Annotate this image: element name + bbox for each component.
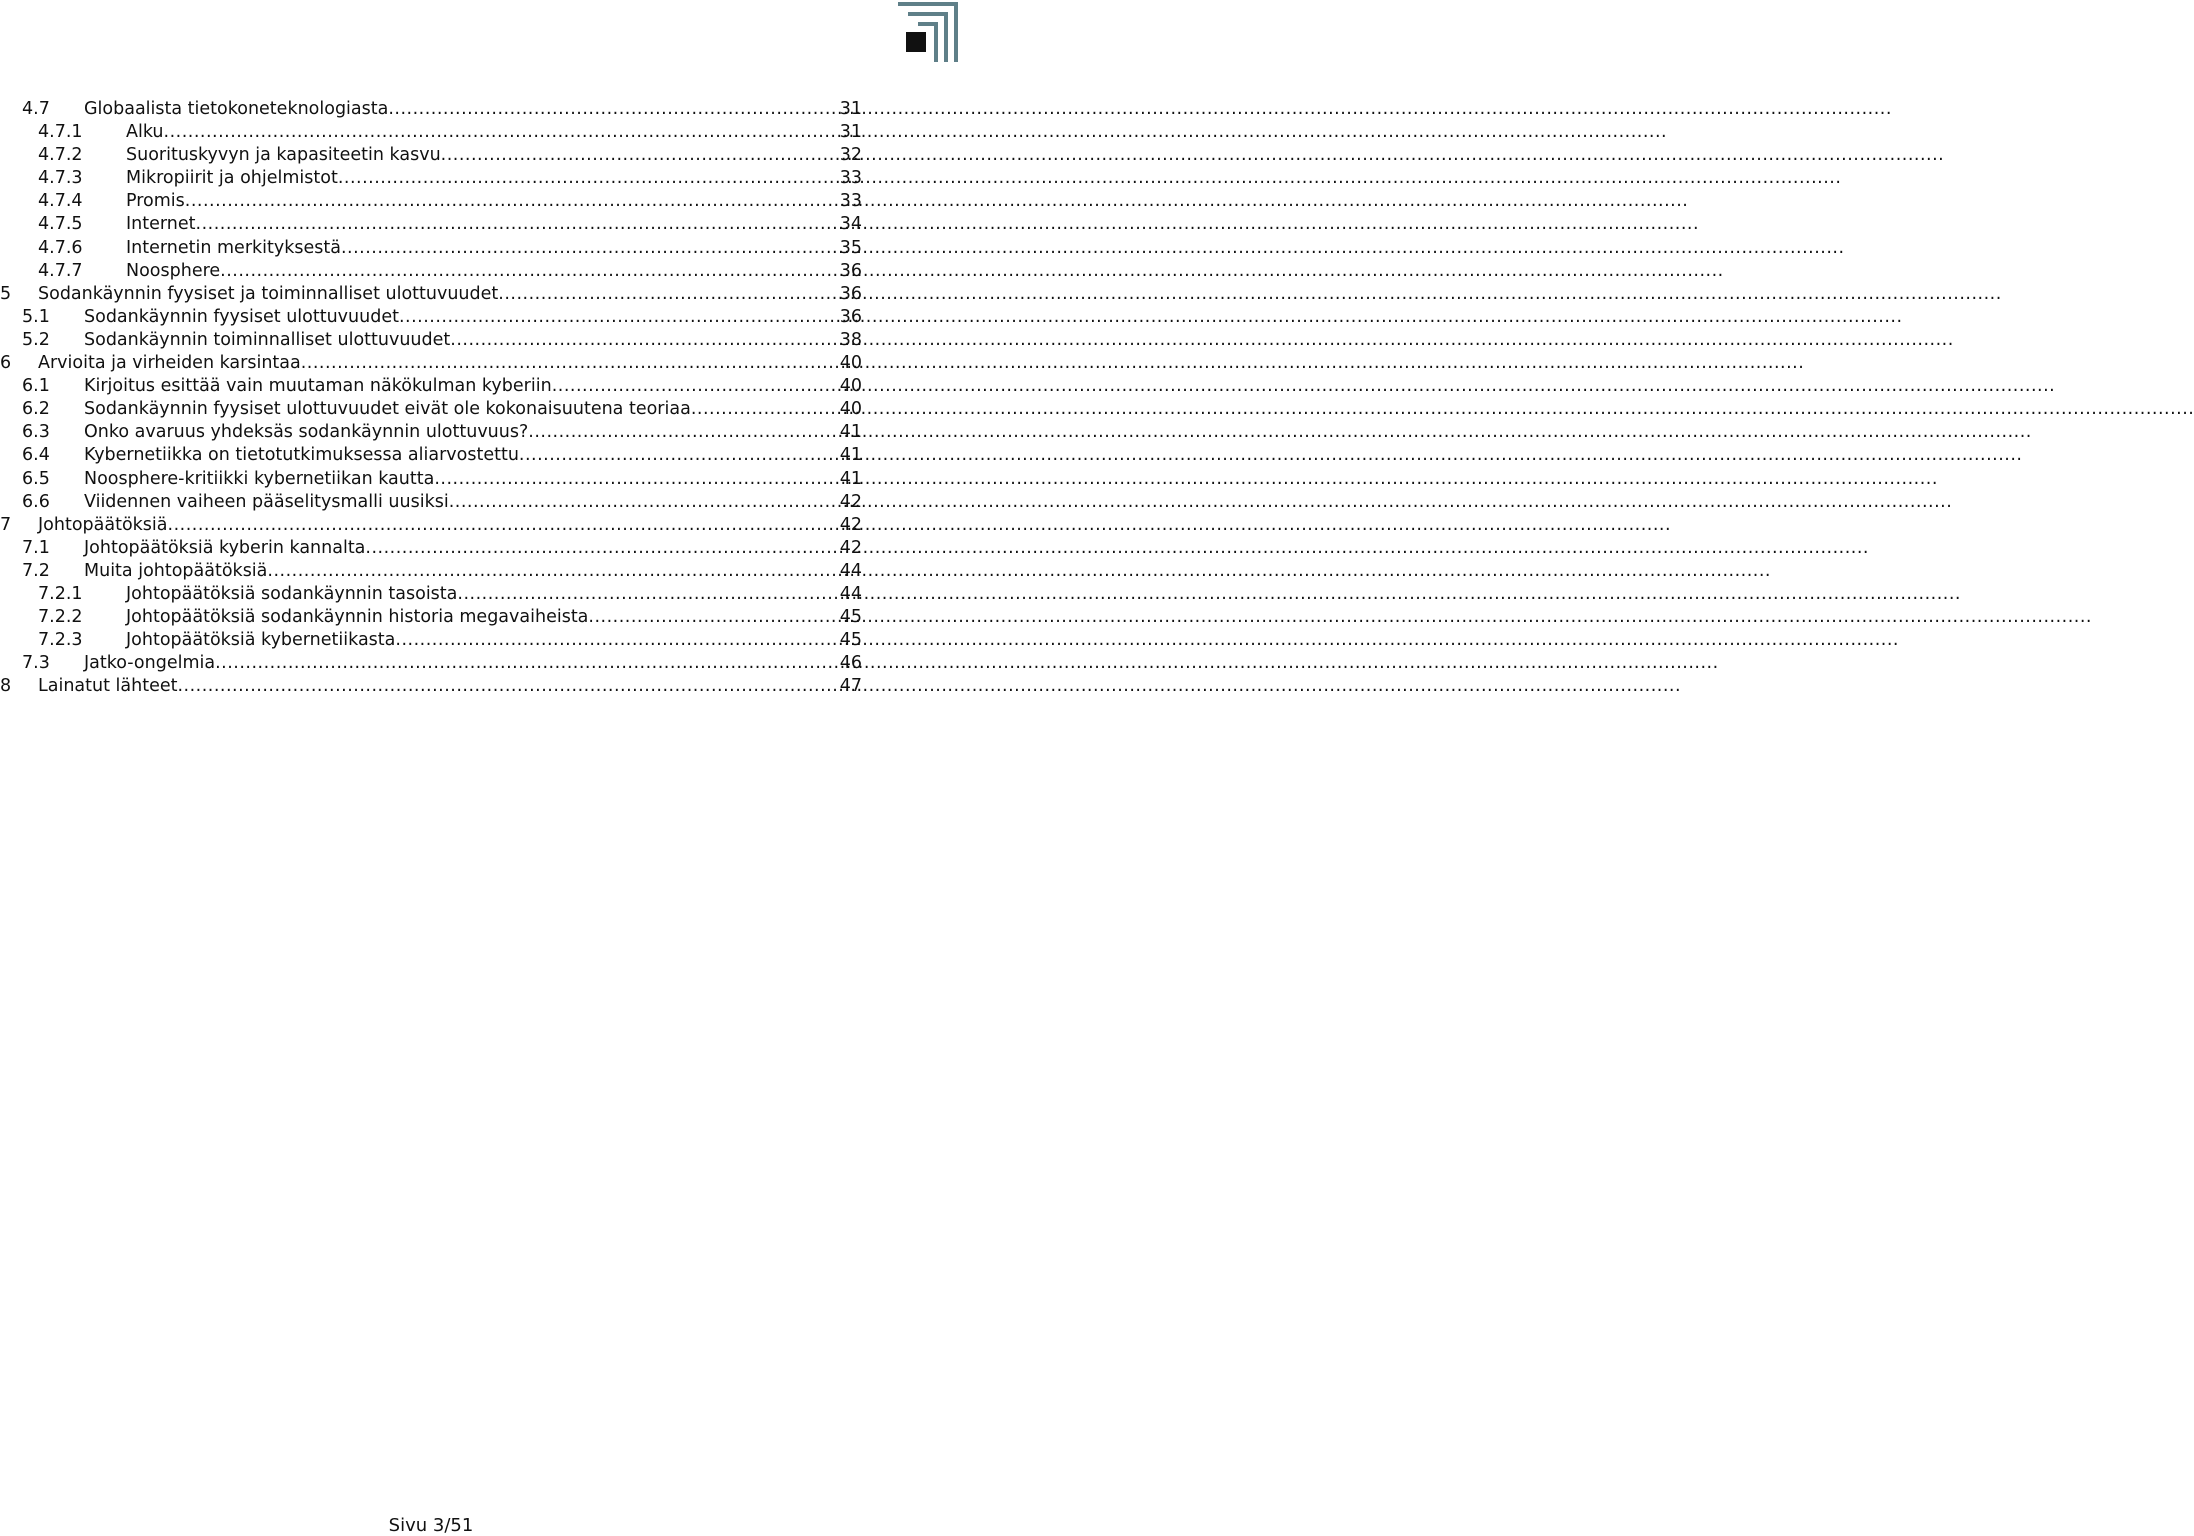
toc-entry-title: Sodankäynnin toiminnalliset ulottuvuudet xyxy=(84,329,451,350)
dot-leader xyxy=(215,652,840,675)
toc-entry-number: 7 xyxy=(0,514,12,535)
toc-entry-title: Arvioita ja virheiden karsintaa xyxy=(38,353,301,374)
toc-entry-page: 40 xyxy=(839,399,862,420)
toc-entry-page: 41 xyxy=(839,445,862,466)
toc-entry-page: 35 xyxy=(839,237,862,258)
toc-entry[interactable] xyxy=(0,375,862,398)
toc-entry-title: Sodankäynnin fyysiset ulottuvuudet eivät ole kokonaisuutena teoriaa xyxy=(84,399,691,420)
corner-brackets-logo-icon xyxy=(896,0,960,64)
page-number: Sivu 3/51 xyxy=(388,1515,474,1536)
toc-entry-page: 36 xyxy=(839,306,862,327)
dot-leader xyxy=(196,213,840,236)
toc-entry-number: 7.2.1 xyxy=(38,583,83,604)
toc-entry-page: 42 xyxy=(839,537,862,558)
toc-entry-page: 41 xyxy=(839,468,862,489)
toc-entry-page: 40 xyxy=(839,376,862,397)
dot-leader xyxy=(168,514,840,537)
toc-entry[interactable] xyxy=(0,583,862,606)
toc-entry-title: Sodankäynnin fyysiset ulottuvuudet xyxy=(84,306,399,327)
toc-entry-title: Muita johtopäätöksiä xyxy=(84,560,268,581)
toc-entry[interactable] xyxy=(0,98,862,121)
dot-leader xyxy=(164,121,840,144)
toc-entry-number: 8 xyxy=(0,676,12,697)
toc-entry-number: 7.1 xyxy=(22,537,50,558)
toc-entry-title: Mikropiirit ja ohjelmistot xyxy=(126,168,338,189)
toc-entry[interactable] xyxy=(0,283,862,306)
toc-entry-number: 6.6 xyxy=(22,491,50,512)
toc-entry-title: Jatko-ongelmia xyxy=(84,653,216,674)
toc-entry[interactable] xyxy=(0,514,862,537)
toc-entry-title: Johtopäätöksiä xyxy=(38,514,168,535)
dot-leader xyxy=(588,606,839,629)
toc-entry-title: Viidennen vaiheen pääselitysmalli uusiksi xyxy=(84,491,449,512)
toc-entry-number: 5 xyxy=(0,283,12,304)
toc-entry-title: Suorituskyvyn ja kapasiteetin kasvu xyxy=(126,145,441,166)
toc-entry-number: 4.7.1 xyxy=(38,122,83,143)
toc-entry-title: Lainatut lähteet xyxy=(38,676,178,697)
toc-entry-title: Sodankäynnin fyysiset ja toiminnalliset ulottuvuudet xyxy=(38,283,499,304)
dot-leader xyxy=(185,190,840,213)
toc-entry-page: 42 xyxy=(839,514,862,535)
toc-entry-number: 6 xyxy=(0,353,12,374)
toc-entry[interactable] xyxy=(0,444,862,467)
toc-entry-title: Noosphere xyxy=(126,260,221,281)
toc-entry-number: 6.1 xyxy=(22,376,50,397)
toc-entry-page: 33 xyxy=(839,168,862,189)
toc-entry-number: 7.2.3 xyxy=(38,630,83,651)
dot-leader xyxy=(301,352,840,375)
toc-entry-number: 6.5 xyxy=(22,468,50,489)
toc-entry-number: 4.7 xyxy=(22,99,50,119)
toc-entry-page: 31 xyxy=(839,122,862,143)
dot-leader xyxy=(691,398,840,421)
toc-entry-number: 4.7.5 xyxy=(38,214,83,235)
toc-entry-number: 7.2.2 xyxy=(38,607,83,628)
dot-leader xyxy=(365,537,839,560)
dot-leader xyxy=(552,375,840,398)
toc-entry-page: 31 xyxy=(839,99,862,119)
toc-entry-number: 4.7.2 xyxy=(38,145,83,166)
toc-entry-page: 45 xyxy=(839,630,862,651)
toc-entry[interactable] xyxy=(0,260,862,283)
toc-entry-page: 45 xyxy=(839,607,862,628)
toc-entry-number: 5.2 xyxy=(22,329,50,350)
toc-entry[interactable] xyxy=(0,606,862,629)
dot-leader xyxy=(220,260,840,283)
toc-entry-page: 44 xyxy=(839,583,862,604)
toc-entry-page: 33 xyxy=(839,191,862,212)
dot-leader xyxy=(434,468,839,491)
toc-entry-page: 36 xyxy=(839,283,862,304)
toc-entry-number: 7.3 xyxy=(22,653,50,674)
toc-entry-page: 40 xyxy=(839,353,862,374)
toc-entry-title: Globaalista tietokoneteknologiasta xyxy=(84,99,389,119)
dot-leader xyxy=(450,329,839,352)
toc-entry-title: Promis xyxy=(126,191,185,212)
toc-entry-number: 7.2 xyxy=(22,560,50,581)
table-of-contents xyxy=(0,98,862,698)
toc-entry-page: 44 xyxy=(839,560,862,581)
toc-entry[interactable] xyxy=(0,491,862,514)
toc-entry[interactable] xyxy=(0,190,862,213)
dot-leader xyxy=(449,491,840,514)
toc-entry[interactable] xyxy=(0,213,862,236)
toc-entry-page: 46 xyxy=(839,653,862,674)
toc-entry-title: Johtopäätöksiä sodankäynnin historia megavaiheista xyxy=(126,607,589,628)
toc-entry-title: Internet xyxy=(126,214,196,235)
dot-leader xyxy=(338,167,840,190)
dot-leader xyxy=(395,629,839,652)
toc-entry-page: 42 xyxy=(839,491,862,512)
toc-entry[interactable] xyxy=(0,237,862,260)
toc-entry-page: 38 xyxy=(839,329,862,350)
toc-entry[interactable] xyxy=(0,675,862,698)
toc-entry-title: Kybernetiikka on tietotutkimuksessa aliarvostettu xyxy=(84,445,519,466)
dot-leader xyxy=(399,306,840,329)
toc-entry-page: 32 xyxy=(839,145,862,166)
dot-leader xyxy=(267,560,839,583)
dot-leader xyxy=(388,98,839,121)
toc-entry-title: Alku xyxy=(126,122,164,143)
toc-entry[interactable] xyxy=(0,121,862,144)
toc-entry-number: 4.7.6 xyxy=(38,237,83,258)
toc-entry-number: 4.7.7 xyxy=(38,260,83,281)
toc-entry-page: 34 xyxy=(839,214,862,235)
toc-entry-title: Onko avaruus yhdeksäs sodankäynnin ulottuvuus? xyxy=(84,422,529,443)
toc-entry-page: 41 xyxy=(839,422,862,443)
dot-leader xyxy=(457,583,839,606)
dot-leader xyxy=(177,675,839,698)
toc-entry[interactable] xyxy=(0,652,862,675)
toc-entry[interactable] xyxy=(0,421,862,444)
publisher-logo xyxy=(896,0,960,64)
toc-entry-number: 6.2 xyxy=(22,399,50,420)
toc-entry-number: 4.7.4 xyxy=(38,191,83,212)
toc-entry-number: 4.7.3 xyxy=(38,168,83,189)
toc-entry[interactable] xyxy=(0,629,862,652)
toc-entry-title: Johtopäätöksiä kybernetiikasta xyxy=(126,630,396,651)
toc-entry-title: Johtopäätöksiä kyberin kannalta xyxy=(84,537,366,558)
toc-entry[interactable] xyxy=(0,167,862,190)
toc-entry-title: Noosphere-kritiikki kybernetiikan kautta xyxy=(84,468,435,489)
toc-entry[interactable] xyxy=(0,306,862,329)
dot-leader xyxy=(528,421,839,444)
toc-entry[interactable] xyxy=(0,560,862,583)
toc-entry-title: Kirjoitus esittää vain muutaman näkökulman kyberiin xyxy=(84,376,552,397)
dot-leader xyxy=(519,444,840,467)
dot-leader xyxy=(341,237,840,260)
toc-entry-number: 6.3 xyxy=(22,422,50,443)
toc-entry[interactable] xyxy=(0,329,862,352)
toc-entry-title: Johtopäätöksiä sodankäynnin tasoista xyxy=(126,583,458,604)
toc-entry-number: 6.4 xyxy=(22,445,50,466)
toc-entry[interactable] xyxy=(0,468,862,491)
toc-entry[interactable] xyxy=(0,352,862,375)
dot-leader xyxy=(441,144,840,167)
toc-entry-page: 36 xyxy=(839,260,862,281)
toc-entry[interactable] xyxy=(0,537,862,560)
dot-leader xyxy=(498,283,839,306)
toc-entry[interactable] xyxy=(0,398,862,421)
toc-entry[interactable] xyxy=(0,144,862,167)
toc-entry-page: 47 xyxy=(839,676,862,697)
toc-entry-number: 5.1 xyxy=(22,306,50,327)
toc-entry-title: Internetin merkityksestä xyxy=(126,237,341,258)
